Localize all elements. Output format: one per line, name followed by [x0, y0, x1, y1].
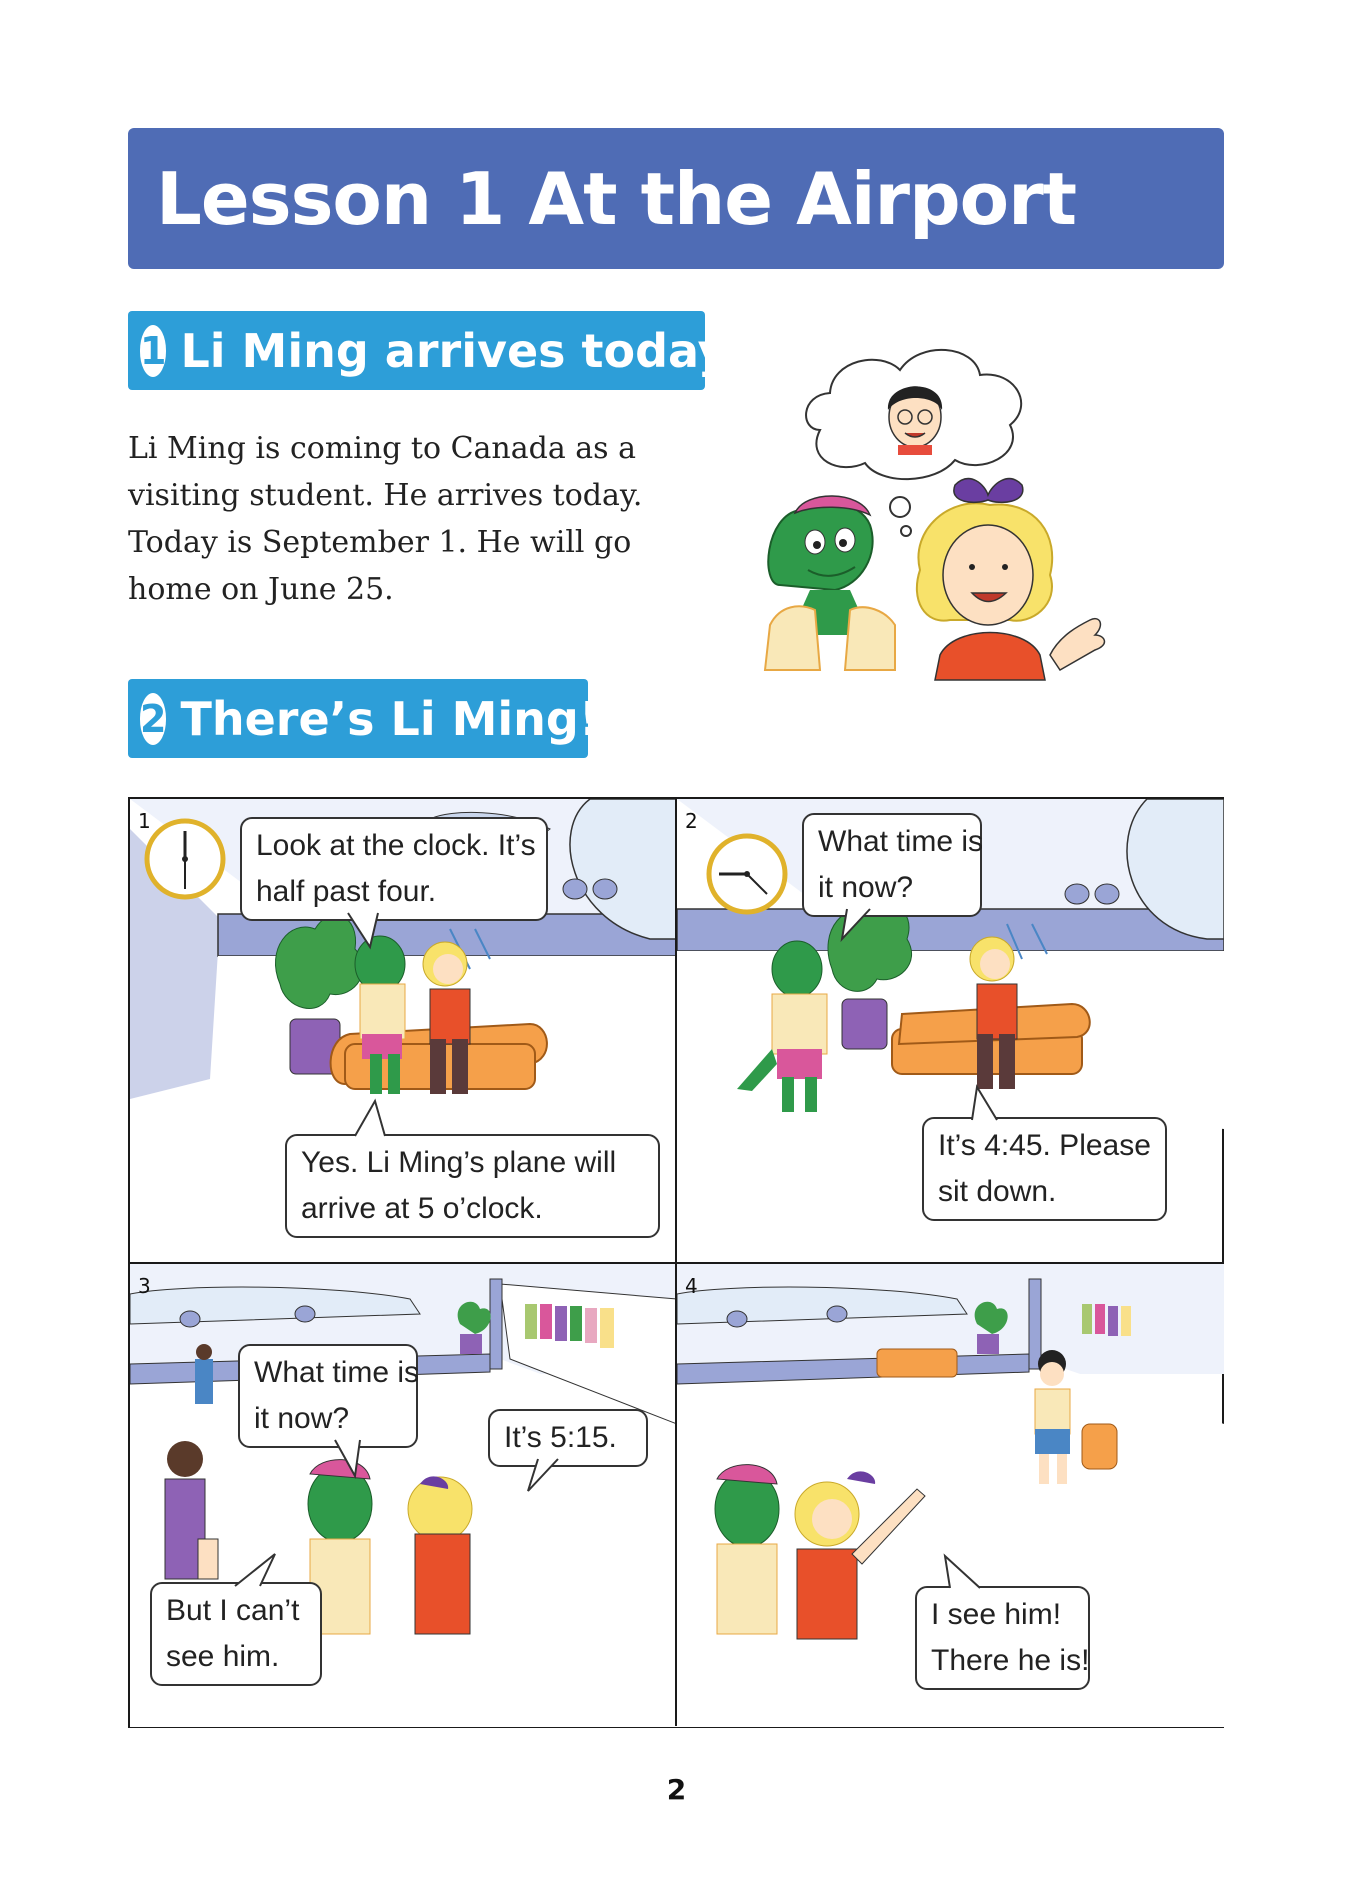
speech-bubble — [240, 817, 548, 921]
section-label: There’s Li Ming! — [180, 691, 600, 746]
bubble-line: it now? — [254, 1402, 350, 1435]
panel-number: 4 — [685, 1274, 698, 1298]
bubble-line: What time is — [818, 825, 984, 858]
bubble-tail — [528, 1459, 568, 1495]
section-label: Li Ming arrives today — [180, 323, 728, 378]
bubble-line: half past four. — [256, 875, 437, 908]
bubble-line: see him. — [166, 1640, 280, 1673]
intro-line: home on June 25. — [128, 572, 394, 607]
intro-line: Today is September 1. He will go — [128, 525, 632, 560]
comic-panel-1 — [130, 799, 677, 1262]
bubble-line: arrive at 5 o’clock. — [301, 1192, 543, 1225]
comic-panel-3 — [130, 1264, 677, 1727]
dinosaur-character — [765, 496, 895, 670]
bubble-tail — [967, 1087, 1007, 1121]
bubble-tail — [842, 909, 882, 945]
speech-bubble — [915, 1586, 1090, 1690]
bubble-tail — [230, 1554, 280, 1588]
section-number: 1 — [140, 325, 166, 377]
bubble-tail — [345, 1101, 390, 1137]
bubble-line: It’s 5:15. — [504, 1421, 617, 1454]
comic-panel-4 — [677, 1264, 1224, 1727]
lesson-title: Lesson 1 At the Airport — [156, 156, 1076, 241]
section-number: 2 — [140, 693, 166, 745]
speech-bubble — [285, 1134, 660, 1238]
intro-illustration — [760, 335, 1140, 700]
panel-number: 2 — [685, 809, 698, 833]
comic-strip — [128, 797, 1224, 1728]
speech-bubble — [802, 813, 982, 917]
panel-number: 3 — [138, 1274, 151, 1298]
speech-bubble — [150, 1582, 322, 1686]
comic-panel-2 — [677, 799, 1224, 1262]
clock-icon — [147, 821, 223, 897]
bubble-line: But I can’t — [166, 1594, 300, 1627]
bubble-line: sit down. — [938, 1175, 1057, 1208]
bubble-tail — [348, 913, 388, 953]
intro-line: visiting student. He arrives today. — [128, 478, 643, 513]
bubble-line: Look at the clock. It’s — [256, 829, 536, 862]
bubble-line: It’s 4:45. Please — [938, 1129, 1151, 1162]
bubble-line: I see him! — [931, 1598, 1062, 1631]
bubble-line: There he is! — [931, 1644, 1090, 1677]
bubble-tail — [945, 1556, 990, 1590]
bubble-line: What time is — [254, 1356, 420, 1389]
intro-line: Li Ming is coming to Canada as a — [128, 431, 636, 466]
bubble-tail — [335, 1440, 375, 1480]
bubble-line: Yes. Li Ming’s plane will — [301, 1146, 617, 1179]
speech-bubble — [922, 1117, 1167, 1221]
page-number: 2 — [666, 1773, 687, 1806]
lesson-title-banner — [128, 128, 1224, 269]
girl-character — [917, 479, 1105, 680]
panel-divider-horizontal — [130, 1262, 1222, 1264]
clock-icon — [709, 836, 785, 912]
intro-paragraph — [128, 425, 688, 613]
section-heading-1 — [128, 311, 728, 390]
speech-bubble — [488, 1409, 648, 1467]
panel-number: 1 — [138, 809, 151, 833]
speech-bubble — [238, 1344, 418, 1448]
bubble-line: it now? — [818, 871, 914, 904]
section-heading-2 — [128, 679, 600, 758]
